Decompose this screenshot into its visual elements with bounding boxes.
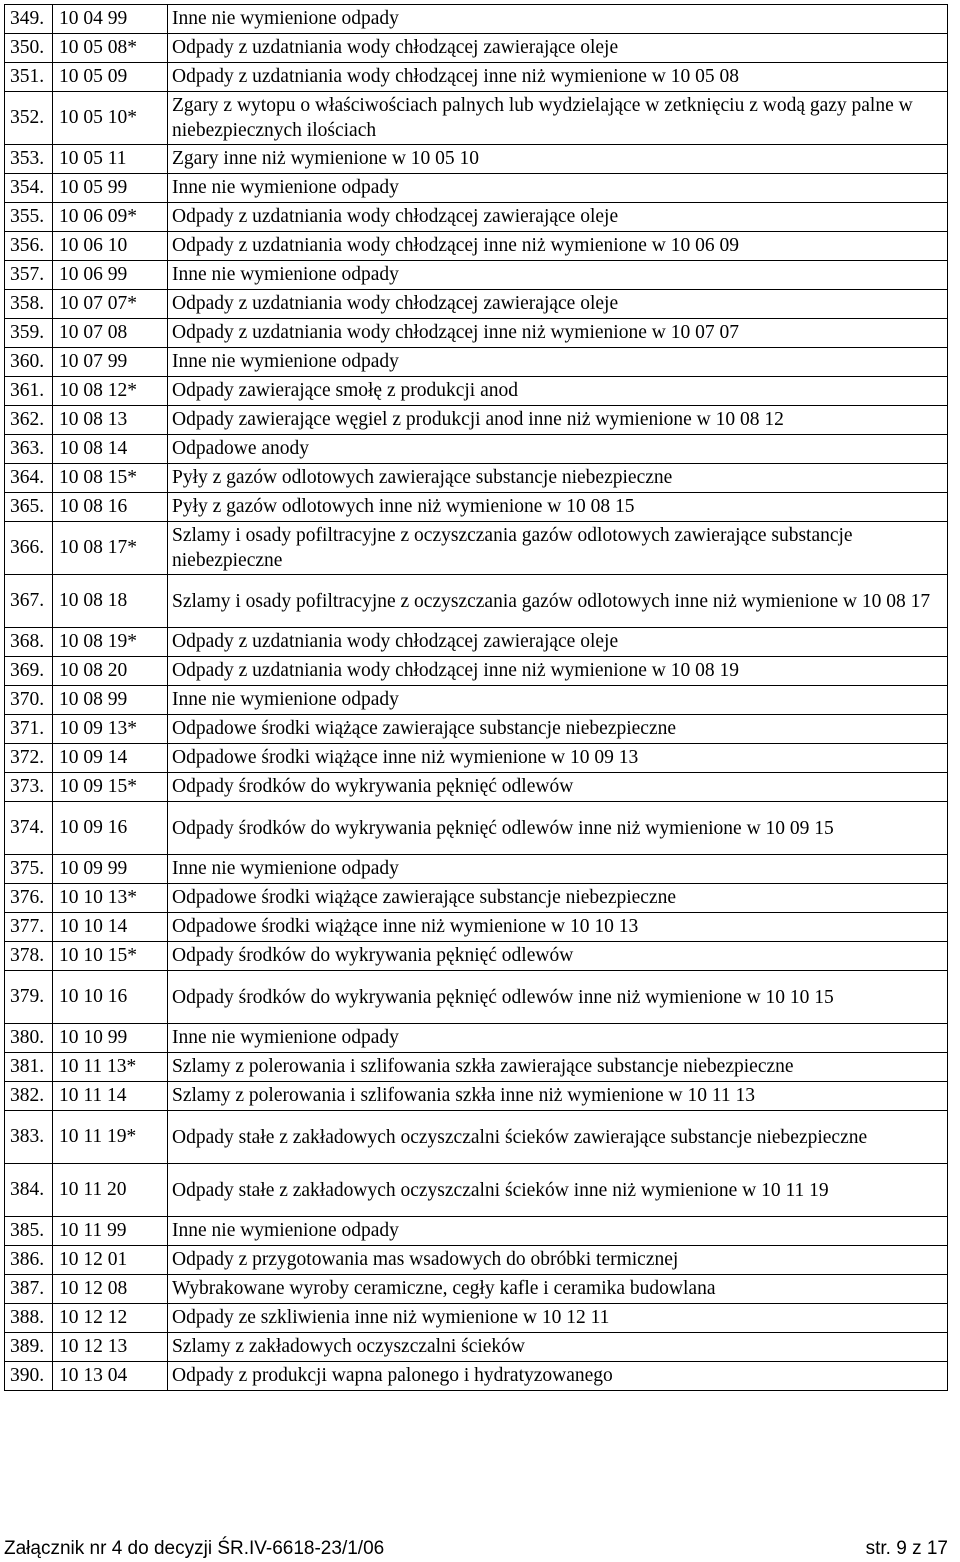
row-number: 386. bbox=[5, 1246, 53, 1275]
waste-description: Inne nie wymienione odpady bbox=[168, 174, 948, 203]
waste-code: 10 09 15* bbox=[53, 773, 168, 802]
waste-description: Odpady środków do wykrywania pęknięć odlewów bbox=[168, 942, 948, 971]
waste-description: Odpady z uzdatniania wody chłodzącej inne niż wymienione w 10 06 09 bbox=[168, 232, 948, 261]
table-row bbox=[5, 232, 948, 261]
waste-code: 10 09 99 bbox=[53, 855, 168, 884]
row-number: 388. bbox=[5, 1304, 53, 1333]
table-row bbox=[5, 1082, 948, 1111]
footer-page-number: str. 9 z 17 bbox=[865, 1538, 948, 1559]
waste-code: 10 12 01 bbox=[53, 1246, 168, 1275]
table-row bbox=[5, 1275, 948, 1304]
row-number: 379. bbox=[5, 971, 53, 1024]
row-number: 359. bbox=[5, 319, 53, 348]
waste-description: Szlamy z zakładowych oczyszczalni ścieków bbox=[168, 1333, 948, 1362]
waste-description: Odpady z uzdatniania wody chłodzącej zawierające oleje bbox=[168, 290, 948, 319]
table-row bbox=[5, 5, 948, 34]
waste-codes-table-body bbox=[5, 5, 948, 1391]
table-row bbox=[5, 145, 948, 174]
table-row bbox=[5, 1111, 948, 1164]
waste-code: 10 10 14 bbox=[53, 913, 168, 942]
waste-description: Inne nie wymienione odpady bbox=[168, 261, 948, 290]
table-row bbox=[5, 1362, 948, 1391]
waste-code: 10 06 99 bbox=[53, 261, 168, 290]
waste-description: Szlamy z polerowania i szlifowania szkła zawierające substancje niebezpieczne bbox=[168, 1053, 948, 1082]
waste-description: Odpady z uzdatniania wody chłodzącej zawierające oleje bbox=[168, 203, 948, 232]
waste-code: 10 12 12 bbox=[53, 1304, 168, 1333]
waste-code: 10 05 99 bbox=[53, 174, 168, 203]
waste-code: 10 13 04 bbox=[53, 1362, 168, 1391]
row-number: 360. bbox=[5, 348, 53, 377]
waste-code: 10 07 99 bbox=[53, 348, 168, 377]
waste-description: Odpady stałe z zakładowych oczyszczalni ścieków inne niż wymienione w 10 11 19 bbox=[168, 1164, 948, 1217]
row-number: 349. bbox=[5, 5, 53, 34]
row-number: 362. bbox=[5, 406, 53, 435]
waste-description: Inne nie wymienione odpady bbox=[168, 686, 948, 715]
row-number: 382. bbox=[5, 1082, 53, 1111]
waste-description: Odpady środków do wykrywania pęknięć odlewów bbox=[168, 773, 948, 802]
waste-description: Zgary inne niż wymienione w 10 05 10 bbox=[168, 145, 948, 174]
waste-code: 10 09 16 bbox=[53, 802, 168, 855]
table-row bbox=[5, 174, 948, 203]
table-row bbox=[5, 657, 948, 686]
waste-description: Inne nie wymienione odpady bbox=[168, 5, 948, 34]
waste-code: 10 05 11 bbox=[53, 145, 168, 174]
table-row bbox=[5, 319, 948, 348]
table-row bbox=[5, 855, 948, 884]
waste-code: 10 04 99 bbox=[53, 5, 168, 34]
row-number: 356. bbox=[5, 232, 53, 261]
row-number: 352. bbox=[5, 92, 53, 145]
waste-description: Odpady ze szkliwienia inne niż wymienione w 10 12 11 bbox=[168, 1304, 948, 1333]
waste-code: 10 11 20 bbox=[53, 1164, 168, 1217]
row-number: 380. bbox=[5, 1024, 53, 1053]
waste-code: 10 09 14 bbox=[53, 744, 168, 773]
table-row bbox=[5, 1304, 948, 1333]
table-row bbox=[5, 744, 948, 773]
waste-code: 10 11 19* bbox=[53, 1111, 168, 1164]
row-number: 389. bbox=[5, 1333, 53, 1362]
row-number: 358. bbox=[5, 290, 53, 319]
waste-description: Odpady zawierające węgiel z produkcji anod inne niż wymienione w 10 08 12 bbox=[168, 406, 948, 435]
table-row bbox=[5, 1246, 948, 1275]
row-number: 363. bbox=[5, 435, 53, 464]
row-number: 353. bbox=[5, 145, 53, 174]
row-number: 366. bbox=[5, 522, 53, 575]
waste-code: 10 08 20 bbox=[53, 657, 168, 686]
table-row bbox=[5, 715, 948, 744]
table-row bbox=[5, 802, 948, 855]
table-row bbox=[5, 686, 948, 715]
waste-description: Pyły z gazów odlotowych zawierające substancje niebezpieczne bbox=[168, 464, 948, 493]
table-row bbox=[5, 1217, 948, 1246]
waste-code: 10 08 18 bbox=[53, 575, 168, 628]
waste-code: 10 08 14 bbox=[53, 435, 168, 464]
table-row bbox=[5, 1164, 948, 1217]
table-row bbox=[5, 348, 948, 377]
waste-description: Pyły z gazów odlotowych inne niż wymienione w 10 08 15 bbox=[168, 493, 948, 522]
table-row bbox=[5, 884, 948, 913]
row-number: 390. bbox=[5, 1362, 53, 1391]
waste-code: 10 12 08 bbox=[53, 1275, 168, 1304]
table-row bbox=[5, 261, 948, 290]
table-row bbox=[5, 522, 948, 575]
waste-description: Wybrakowane wyroby ceramiczne, cegły kafle i ceramika budowlana bbox=[168, 1275, 948, 1304]
waste-description: Szlamy i osady pofiltracyjne z oczyszczania gazów odlotowych zawierające substancje niebezpieczne bbox=[168, 522, 948, 575]
row-number: 375. bbox=[5, 855, 53, 884]
row-number: 376. bbox=[5, 884, 53, 913]
row-number: 372. bbox=[5, 744, 53, 773]
waste-code: 10 11 99 bbox=[53, 1217, 168, 1246]
waste-description: Szlamy i osady pofiltracyjne z oczyszczania gazów odlotowych inne niż wymienione w 10 08 17 bbox=[168, 575, 948, 628]
waste-description: Odpady z produkcji wapna palonego i hydratyzowanego bbox=[168, 1362, 948, 1391]
waste-description: Odpadowe środki wiążące inne niż wymienione w 10 10 13 bbox=[168, 913, 948, 942]
footer-document-reference: Załącznik nr 4 do decyzji ŚR.IV-6618-23/1/06 bbox=[4, 1538, 385, 1559]
row-number: 365. bbox=[5, 493, 53, 522]
table-row bbox=[5, 773, 948, 802]
waste-description: Inne nie wymienione odpady bbox=[168, 348, 948, 377]
row-number: 357. bbox=[5, 261, 53, 290]
waste-description: Inne nie wymienione odpady bbox=[168, 1217, 948, 1246]
table-row bbox=[5, 92, 948, 145]
table-row bbox=[5, 493, 948, 522]
waste-code: 10 10 99 bbox=[53, 1024, 168, 1053]
table-row bbox=[5, 34, 948, 63]
waste-description: Zgary z wytopu o właściwościach palnych lub wydzielające w zetknięciu z wodą gazy palne w niebezpiecznych ilościach bbox=[168, 92, 948, 145]
waste-code: 10 06 09* bbox=[53, 203, 168, 232]
waste-description: Odpadowe anody bbox=[168, 435, 948, 464]
waste-code: 10 10 16 bbox=[53, 971, 168, 1024]
row-number: 383. bbox=[5, 1111, 53, 1164]
row-number: 369. bbox=[5, 657, 53, 686]
waste-description: Odpady z przygotowania mas wsadowych do obróbki termicznej bbox=[168, 1246, 948, 1275]
row-number: 373. bbox=[5, 773, 53, 802]
table-row bbox=[5, 377, 948, 406]
waste-code: 10 07 07* bbox=[53, 290, 168, 319]
waste-code: 10 09 13* bbox=[53, 715, 168, 744]
row-number: 368. bbox=[5, 628, 53, 657]
waste-description: Odpadowe środki wiążące inne niż wymienione w 10 09 13 bbox=[168, 744, 948, 773]
row-number: 351. bbox=[5, 63, 53, 92]
table-row bbox=[5, 406, 948, 435]
row-number: 355. bbox=[5, 203, 53, 232]
waste-code: 10 06 10 bbox=[53, 232, 168, 261]
waste-description: Odpady z uzdatniania wody chłodzącej zawierające oleje bbox=[168, 34, 948, 63]
waste-description: Odpady stałe z zakładowych oczyszczalni ścieków zawierające substancje niebezpieczne bbox=[168, 1111, 948, 1164]
table-row bbox=[5, 435, 948, 464]
waste-code: 10 08 12* bbox=[53, 377, 168, 406]
row-number: 374. bbox=[5, 802, 53, 855]
table-row bbox=[5, 913, 948, 942]
table-row bbox=[5, 628, 948, 657]
row-number: 350. bbox=[5, 34, 53, 63]
waste-code: 10 12 13 bbox=[53, 1333, 168, 1362]
table-row bbox=[5, 63, 948, 92]
row-number: 384. bbox=[5, 1164, 53, 1217]
row-number: 370. bbox=[5, 686, 53, 715]
waste-code: 10 08 99 bbox=[53, 686, 168, 715]
waste-description: Odpadowe środki wiążące zawierające substancje niebezpieczne bbox=[168, 884, 948, 913]
waste-description: Inne nie wymienione odpady bbox=[168, 1024, 948, 1053]
waste-description: Odpady z uzdatniania wody chłodzącej inne niż wymienione w 10 07 07 bbox=[168, 319, 948, 348]
row-number: 377. bbox=[5, 913, 53, 942]
waste-description: Odpadowe środki wiążące zawierające substancje niebezpieczne bbox=[168, 715, 948, 744]
waste-code: 10 10 13* bbox=[53, 884, 168, 913]
row-number: 387. bbox=[5, 1275, 53, 1304]
table-row bbox=[5, 1053, 948, 1082]
waste-description: Odpady z uzdatniania wody chłodzącej inne niż wymienione w 10 05 08 bbox=[168, 63, 948, 92]
row-number: 367. bbox=[5, 575, 53, 628]
table-row bbox=[5, 464, 948, 493]
waste-code: 10 05 09 bbox=[53, 63, 168, 92]
waste-description: Odpady z uzdatniania wody chłodzącej inne niż wymienione w 10 08 19 bbox=[168, 657, 948, 686]
waste-description: Odpady środków do wykrywania pęknięć odlewów inne niż wymienione w 10 09 15 bbox=[168, 802, 948, 855]
row-number: 378. bbox=[5, 942, 53, 971]
waste-description: Odpady środków do wykrywania pęknięć odlewów inne niż wymienione w 10 10 15 bbox=[168, 971, 948, 1024]
row-number: 381. bbox=[5, 1053, 53, 1082]
table-row bbox=[5, 1333, 948, 1362]
waste-code: 10 07 08 bbox=[53, 319, 168, 348]
row-number: 361. bbox=[5, 377, 53, 406]
waste-description: Odpady zawierające smołę z produkcji anod bbox=[168, 377, 948, 406]
waste-code: 10 11 13* bbox=[53, 1053, 168, 1082]
waste-code: 10 08 19* bbox=[53, 628, 168, 657]
table-row bbox=[5, 290, 948, 319]
row-number: 371. bbox=[5, 715, 53, 744]
waste-code: 10 10 15* bbox=[53, 942, 168, 971]
waste-description: Inne nie wymienione odpady bbox=[168, 855, 948, 884]
table-row bbox=[5, 203, 948, 232]
waste-description: Szlamy z polerowania i szlifowania szkła inne niż wymienione w 10 11 13 bbox=[168, 1082, 948, 1111]
table-row bbox=[5, 942, 948, 971]
waste-code: 10 08 15* bbox=[53, 464, 168, 493]
table-row bbox=[5, 971, 948, 1024]
waste-code: 10 08 17* bbox=[53, 522, 168, 575]
waste-description: Odpady z uzdatniania wody chłodzącej zawierające oleje bbox=[168, 628, 948, 657]
waste-code: 10 08 16 bbox=[53, 493, 168, 522]
table-row bbox=[5, 1024, 948, 1053]
waste-code: 10 11 14 bbox=[53, 1082, 168, 1111]
row-number: 354. bbox=[5, 174, 53, 203]
table-row bbox=[5, 575, 948, 628]
waste-code: 10 05 08* bbox=[53, 34, 168, 63]
waste-code: 10 05 10* bbox=[53, 92, 168, 145]
waste-code: 10 08 13 bbox=[53, 406, 168, 435]
row-number: 364. bbox=[5, 464, 53, 493]
waste-codes-table bbox=[4, 4, 948, 1391]
row-number: 385. bbox=[5, 1217, 53, 1246]
